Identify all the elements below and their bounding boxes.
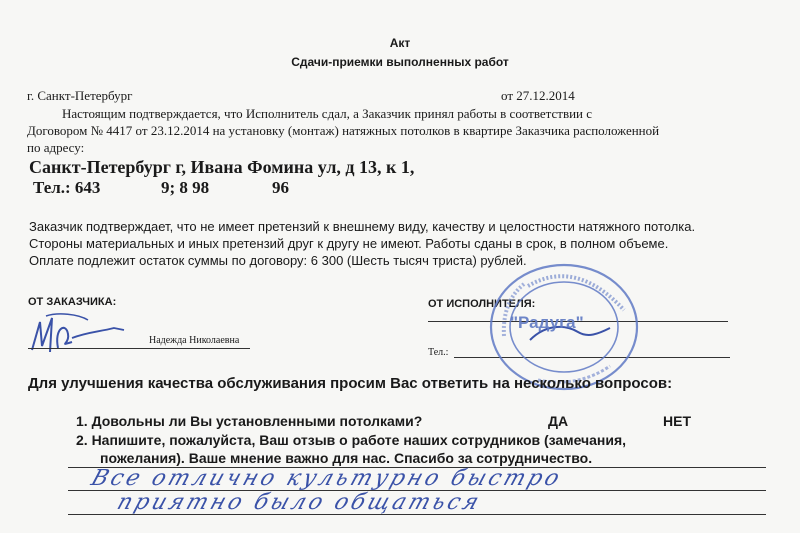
confirmation-line-3: Оплате подлежит остаток суммы по договору: 6 300 (Шесть тысяч триста) рублей. <box>29 253 527 268</box>
executor-phone-label: Тел.: <box>428 347 449 358</box>
customer-signature-line <box>28 348 250 349</box>
handwritten-answer-2: приятно было общаться <box>113 490 485 515</box>
act-date: от 27.12.2014 <box>501 88 575 103</box>
answer-no: НЕТ <box>663 413 691 429</box>
customer-name: Надежда Николаевна <box>149 335 240 346</box>
intro-line-1: Настоящим подтверждается, что Исполнитель сдал, а Заказчик принял работы в соответствии с <box>62 106 593 121</box>
answer-yes: ДА <box>548 413 569 429</box>
phone-part-2: 9; 8 98 <box>161 178 210 197</box>
phone-part-1: Тел.: 643 <box>33 178 101 197</box>
confirmation-line-1: Заказчик подтверждает, что не имеет претензий к внешнему виду, качеству и целостности натяжного потолка. <box>29 219 696 234</box>
city-label: г. Санкт-Петербург <box>27 88 133 103</box>
survey-question-1: 1. Довольны ли Вы установленными потолками? <box>76 413 423 429</box>
phone-part-3: 96 <box>272 178 289 197</box>
customer-label: ОТ ЗАКАЗЧИКА: <box>28 296 117 308</box>
intro-line-3: по адресу: <box>27 140 85 155</box>
document-title: Акт <box>389 36 411 50</box>
stamp-company-name: "Радуга" <box>510 313 584 332</box>
survey-question-2-cont: пожелания). Ваше мнение важно для нас. Спасибо за сотрудничество. <box>100 450 593 466</box>
survey-heading: Для улучшения качества обслуживания просим Вас ответить на несколько вопросов: <box>28 375 673 392</box>
document-subtitle: Сдачи-приемки выполненных работ <box>291 55 509 69</box>
handwritten-answer-1: Все отлично культурно быстро <box>87 466 566 491</box>
customer-address: Санкт-Петербург г, Ивана Фомина ул, д 13, к 1, <box>29 157 415 177</box>
confirmation-line-2: Стороны материальных и иных претензий друг к другу не имеют. Работы сданы в срок, в полном объеме. <box>29 236 669 251</box>
intro-line-2: Договором № 4417 от 23.12.2014 на установку (монтаж) натяжных потолков в квартире Заказчика расположенной <box>27 123 660 138</box>
customer-signature-icon <box>28 308 133 360</box>
survey-question-2: 2. Напишите, пожалуйста, Ваш отзыв о работе наших сотрудников (замечания, <box>76 432 627 448</box>
executor-label: ОТ ИСПОЛНИТЕЛЯ: <box>428 298 536 310</box>
